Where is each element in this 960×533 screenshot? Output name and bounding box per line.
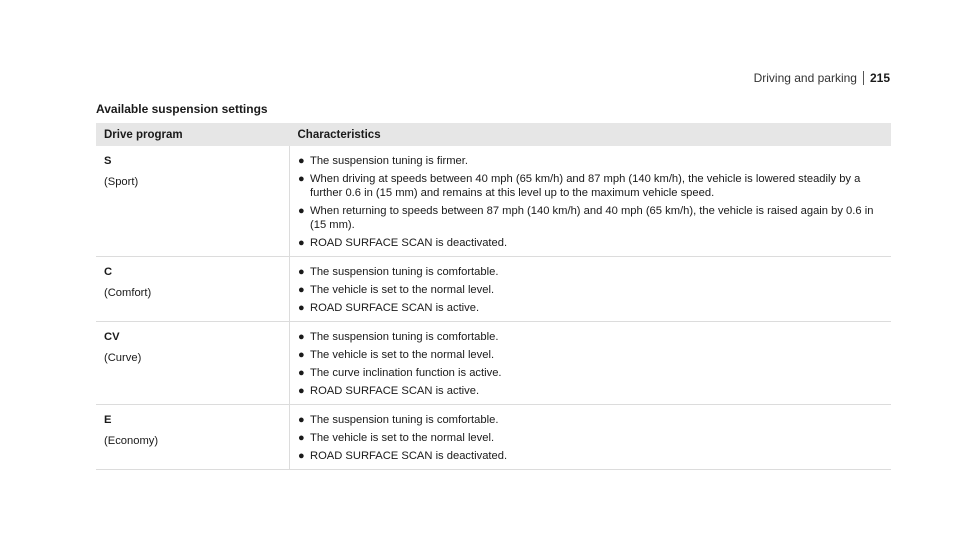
item-text: The suspension tuning is comfortable.	[310, 414, 499, 426]
characteristics-list	[298, 413, 883, 463]
program-mode: (Curve)	[104, 352, 142, 364]
program-mode: (Sport)	[104, 176, 139, 188]
characteristics-cell	[290, 322, 892, 405]
list-item	[298, 348, 883, 362]
drive-program-cell	[96, 322, 290, 405]
item-text: The suspension tuning is comfortable.	[310, 266, 499, 278]
item-text: ROAD SURFACE SCAN is active.	[310, 385, 480, 397]
item-text: The vehicle is set to the normal level.	[310, 349, 495, 361]
item-text: When returning to speeds between 87 mph (140 km/h) and 40 mph (65 km/h), the vehicle is raised again by 0.6 in (15 mm).	[310, 205, 874, 231]
bullet-icon: ●	[298, 302, 305, 314]
item-text: ROAD SURFACE SCAN is deactivated.	[310, 237, 508, 249]
program-mode: (Comfort)	[104, 287, 152, 299]
list-item	[298, 154, 883, 168]
bullet-icon: ●	[298, 414, 305, 426]
list-item	[298, 384, 883, 398]
list-item	[298, 172, 883, 200]
list-item	[298, 431, 883, 445]
program-code: S	[104, 155, 112, 167]
list-item	[298, 236, 883, 250]
bullet-icon: ●	[298, 331, 305, 343]
item-text: The suspension tuning is firmer.	[310, 155, 468, 167]
drive-program-cell	[96, 146, 290, 257]
header-divider	[863, 71, 864, 85]
item-text: The vehicle is set to the normal level.	[310, 432, 495, 444]
bullet-icon: ●	[298, 385, 305, 397]
section-name: Driving and parking	[753, 71, 857, 85]
characteristics-list	[298, 154, 883, 250]
list-item	[298, 204, 883, 232]
table-row	[96, 257, 891, 322]
list-item	[298, 413, 883, 427]
item-text: The curve inclination function is active.	[310, 367, 502, 379]
item-text: The vehicle is set to the normal level.	[310, 284, 495, 296]
program-code: E	[104, 414, 112, 426]
drive-program-cell	[96, 257, 290, 322]
list-item	[298, 283, 883, 297]
characteristics-list	[298, 265, 883, 315]
item-text: The suspension tuning is comfortable.	[310, 331, 499, 343]
table-row	[96, 146, 891, 257]
header-drive-program: Drive program	[96, 123, 290, 146]
table-row	[96, 405, 891, 470]
bullet-icon: ●	[298, 173, 305, 185]
program-code: C	[104, 266, 113, 278]
bullet-icon: ●	[298, 155, 305, 167]
bullet-icon: ●	[298, 205, 305, 217]
page-header	[754, 71, 890, 85]
item-text: ROAD SURFACE SCAN is active.	[310, 302, 480, 314]
characteristics-cell	[290, 146, 892, 257]
section-title: Available suspension settings	[96, 102, 268, 116]
characteristics-cell	[290, 405, 892, 470]
characteristics-list	[298, 330, 883, 398]
item-text: When driving at speeds between 40 mph (65 km/h) and 87 mph (140 km/h), the vehicle is lowered steadily by a further 0.6 in (15 mm) and remains at this level up to the maximum vehicle speed.	[310, 173, 861, 199]
bullet-icon: ●	[298, 367, 305, 379]
list-item	[298, 301, 883, 315]
bullet-icon: ●	[298, 432, 305, 444]
list-item	[298, 330, 883, 344]
item-text: ROAD SURFACE SCAN is deactivated.	[310, 450, 508, 462]
bullet-icon: ●	[298, 284, 305, 296]
drive-program-cell	[96, 405, 290, 470]
list-item	[298, 449, 883, 463]
header-characteristics: Characteristics	[290, 123, 892, 146]
bullet-icon: ●	[298, 450, 305, 462]
page-number: 215	[869, 71, 890, 85]
program-code: CV	[104, 331, 120, 343]
suspension-settings-table	[96, 123, 891, 470]
bullet-icon: ●	[298, 349, 305, 361]
program-mode: (Economy)	[104, 435, 159, 447]
characteristics-cell	[290, 257, 892, 322]
bullet-icon: ●	[298, 237, 305, 249]
table-header-row	[96, 123, 891, 146]
bullet-icon: ●	[298, 266, 305, 278]
list-item	[298, 366, 883, 380]
list-item	[298, 265, 883, 279]
table-row	[96, 322, 891, 405]
